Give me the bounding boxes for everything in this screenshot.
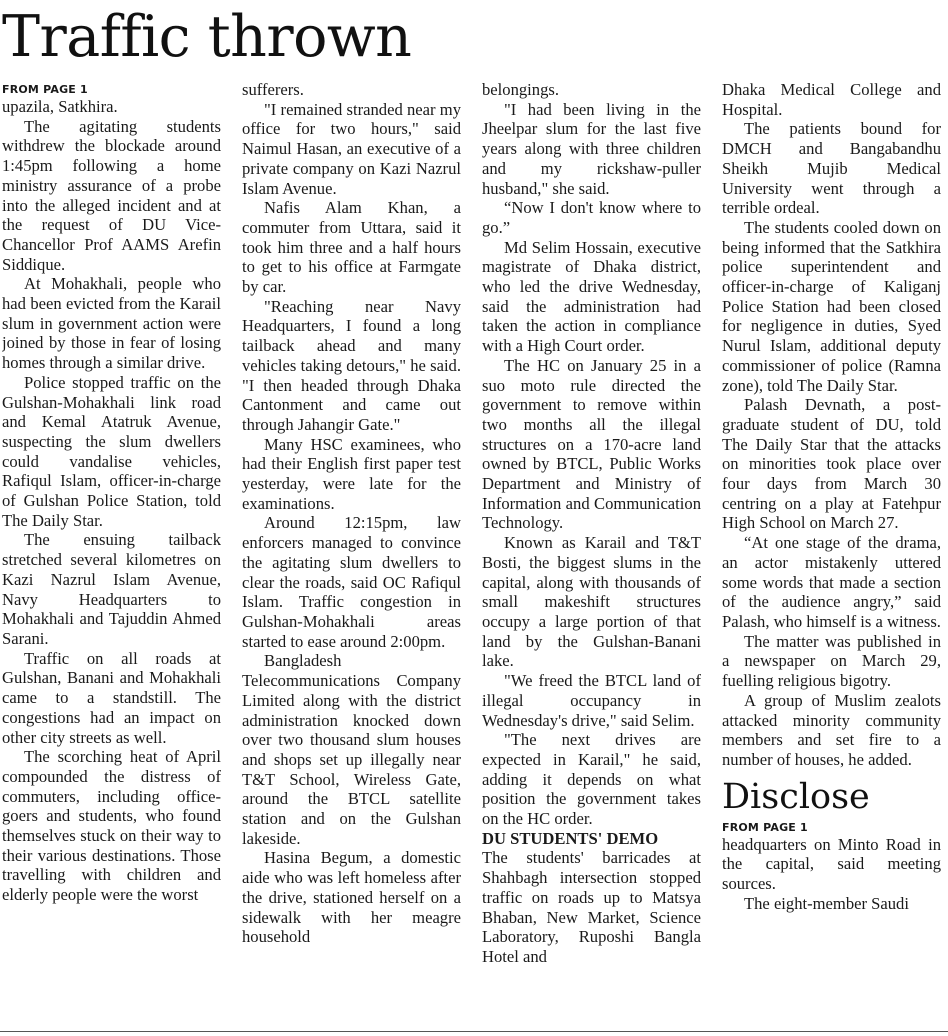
paragraph: A group of Muslim zealots attacked minority community members and set fire to a number of houses, he added.: [722, 690, 941, 769]
bottom-rule: [0, 1031, 948, 1032]
paragraph: The agitating students withdrew the blockade around 1:45pm following a home ministry assurance of a probe into the alleged incident and at the request of DU Vice-Chancellor Prof AAMS Arefin Siddique.: [2, 116, 221, 274]
paragraph: Dhaka Medical College and Hospital.: [722, 80, 941, 119]
paragraph: "I remained stranded near my office for two hours," said Naimul Hasan, an executive of a private company on Kazi Nazrul Islam Avenue.: [242, 99, 461, 198]
jump-label: FROM PAGE 1: [2, 83, 88, 96]
article-column-4: [722, 80, 941, 1036]
article-column-3: [482, 80, 701, 1036]
paragraph: Nafis Alam Khan, a commuter from Uttara, said it took him three and a half hours to get to his office at Farmgate by car.: [242, 198, 461, 297]
paragraph: The patients bound for DMCH and Bangabandhu Sheikh Mujib Medical University went through a terrible ordeal.: [722, 119, 941, 218]
paragraph: “Now I don't know where to go.”: [482, 198, 701, 237]
paragraph: The ensuing tailback stretched several kilometres on Kazi Nazrul Islam Avenue, Navy Headquarters to Mohakhali and Tajuddin Ahmed Sarani.: [2, 530, 221, 648]
paragraph: "Reaching near Navy Headquarters, I found a long tailback ahead and many vehicles taking detours," he said. "I then headed through Dhaka Cantonment and came out through Jahangir Gate.": [242, 296, 461, 434]
paragraph: Police stopped traffic on the Gulshan-Mohakhali link road and Kemal Atatruk Avenue, suspecting the slum dwellers could vandalise vehicles, Rafiqul Islam, officer-in-charge of Gulshan Police Station, told The Daily Star.: [2, 372, 221, 530]
paragraph: The matter was published in a newspaper on March 29, fuelling religious bigotry.: [722, 631, 941, 691]
second-article-headline: Disclose: [722, 776, 870, 817]
paragraph: belongings.: [482, 80, 559, 99]
paragraph: upazila, Satkhira.: [2, 97, 118, 116]
article-column-2: [242, 80, 461, 1036]
paragraph: "The next drives are expected in Karail," he said, adding it depends on what position the government takes on the HC order.: [482, 730, 701, 829]
article-headline: Traffic thrown: [2, 4, 412, 70]
jump-label: FROM PAGE 1: [722, 820, 808, 834]
paragraph: Many HSC examinees, who had their English first paper test yesterday, were late for the examinations.: [242, 434, 461, 513]
paragraph: The students cooled down on being informed that the Satkhira police superintendent and officer-in-charge of Kaliganj Police Station had been closed for negligence in duties, Syed Nurul Islam, additional deputy commissioner of police (Ramna zone), told The Daily Star.: [722, 217, 941, 395]
paragraph: The eight-member Saudi: [744, 893, 909, 913]
paragraph: The students' barricades at Shahbagh intersection stopped traffic on roads up to Matsya Bhaban, New Market, Science Laboratory, Ruposhi Bangla Hotel and: [482, 848, 701, 966]
paragraph: "We freed the BTCL land of illegal occupancy in Wednesday's drive," said Selim.: [482, 671, 701, 730]
paragraph: sufferers.: [242, 80, 304, 99]
paragraph: Around 12:15pm, law enforcers managed to convince the agitating slum dwellers to clear the roads, said OC Rafiqul Islam. Traffic congestion in Gulshan-Mohakhali areas started to ease around 2:00pm.: [242, 513, 461, 651]
paragraph: Palash Devnath, a post-graduate student of DU, told The Daily Star that the attacks on minorities took place over four days from March 30 centring on a play at Fatehpur High School on March 27.: [722, 395, 941, 533]
paragraph: Traffic on all roads at Gulshan, Banani and Mohakhali came to a standstill. The congestions had an impact on other city streets as well.: [2, 648, 221, 747]
article-column-1: [2, 80, 221, 1036]
paragraph: Bangladesh Telecommunications Company Limited along with the district administration knocked down over two thousand slum houses and shops set up illegally near T&T School, Wireless Gate, around the BTCL satellite station and on the Gulshan lakeside.: [242, 651, 461, 848]
paragraph: The scorching heat of April compounded the distress of commuters, including office-goers and students, who found themselves stuck on their way to their various destinations. Those travelling with children and elderly people were the worst: [2, 747, 221, 905]
section-subhead: DU STUDENTS' DEMO: [482, 828, 659, 848]
paragraph: “At one stage of the drama, an actor mistakenly uttered some words that made a section of the audience angry,” said Palash, who himself is a witness.: [722, 533, 941, 631]
paragraph: The HC on January 25 in a suo moto rule directed the government to remove within two months all the illegal structures on a 170-acre land owned by BTCL, Public Works Department and Ministry of Information and Communication Technology.: [482, 355, 701, 533]
paragraph: At Mohakhali, people who had been evicted from the Karail slum in government action were joined by those in fear of losing homes through a similar drive.: [2, 274, 221, 373]
paragraph: Known as Karail and T&T Bosti, the biggest slums in the capital, along with thousands of small makeshift structures occupy a large portion of that land by the Gulshan-Banani lake.: [482, 533, 701, 671]
paragraph: "I had been living in the Jheelpar slum for the last five years along with three children and my rickshaw-puller husband," she said.: [482, 99, 701, 198]
paragraph: Md Selim Hossain, executive magistrate of Dhaka district, who led the drive Wednesday, said the administration had taken the action in compliance with a High Court order.: [482, 237, 701, 356]
paragraph: Hasina Begum, a domestic aide who was left homeless after the drive, stationed herself on a sidewalk with her meagre household: [242, 848, 461, 947]
paragraph: headquarters on Minto Road in the capital, said meeting sources.: [722, 834, 941, 894]
